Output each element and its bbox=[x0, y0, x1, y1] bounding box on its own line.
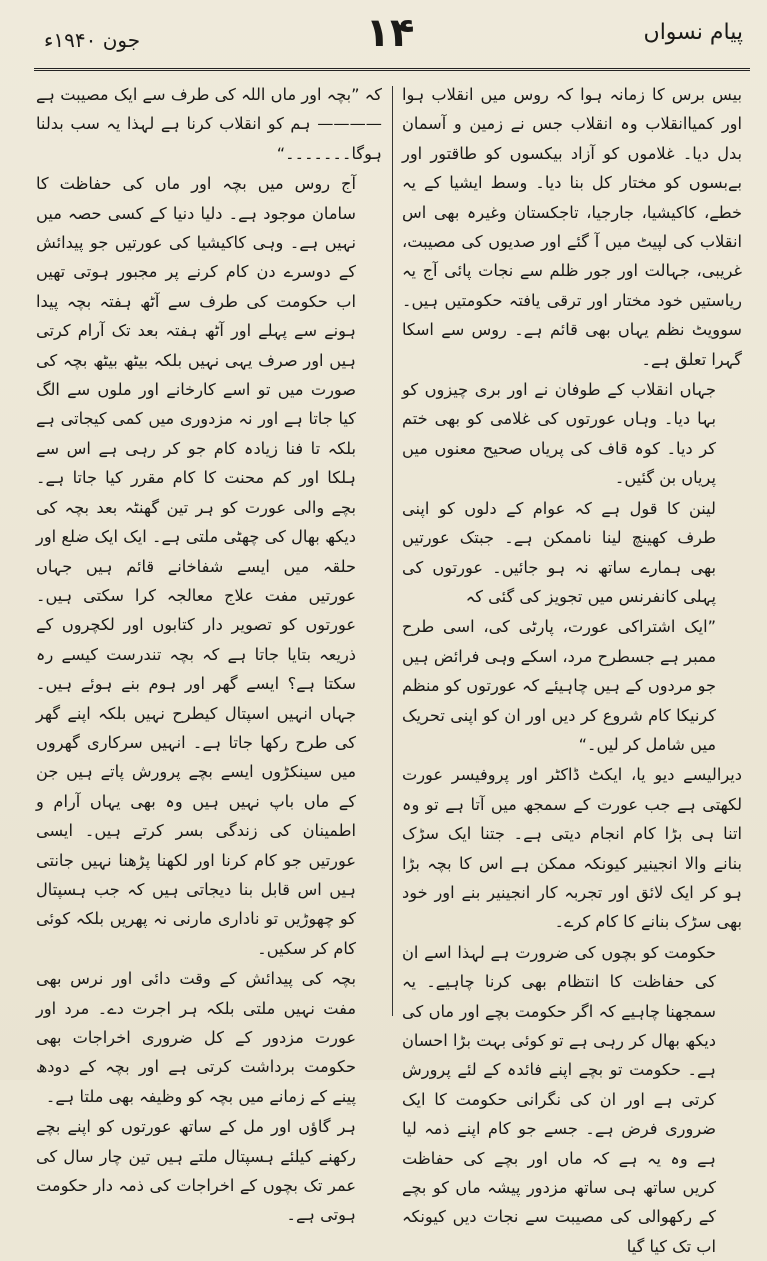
paragraph: ہر گاؤں اور مل کے ساتھ عورتوں کو اپنے بچے رکھنے کیلئے ہسپتال ملتے ہیں تین چار سال کی عمر تک بچوں کے اخراجات کی ذمہ دار حکومت ہوتی ہے۔ bbox=[36, 1117, 356, 1225]
column-divider bbox=[392, 86, 393, 1016]
paragraph: بچہ کی پیدائش کے وقت دائی اور نرس بھی مفت نہیں ملتی بلکہ ہر اجرت دے۔ مرد اور عورت مزدور کے کل ضروری اخراجات بھی حکومت برداشت کرتی ہے اور بچہ کے دودھ پینے کے زمانے میں بچہ کو وظیفہ بھی ملتا ہے۔ bbox=[36, 969, 356, 1106]
header-rule bbox=[34, 68, 750, 71]
issue-date: جون ۱۹۴۰ء bbox=[44, 28, 141, 52]
left-column bbox=[36, 80, 382, 1225]
page-number: ۱۴ bbox=[365, 10, 415, 56]
paragraph: حکومت کو بچوں کی ضرورت ہے لہذا اسے ان کی حفاظت کا انتظام بھی کرنا چاہیے۔ یہ سمجھنا چاہیے کہ اگر حکومت بچے اور ماں کی دیکھ بھال کر رہی ہے تو کوئی بہت بڑا احسان ہے۔ حکومت تو بچے اپنے فائدہ کے لئے پرورش کرتی ہے اور ان کی نگرانی حکومت کا ایک ضروری فرض ہے۔ جسے جو کام اپنے ذمہ لیا ہے وہ یہ ہے کہ ماں اور بچے کی حفاظت کریں ساتھ ہی ساتھ مزدور پیشہ ماں کو بچے کے رکھوالی کی مصیبت سے نجات دیں کیونکہ اب تک کیا گیا bbox=[402, 942, 716, 1256]
right-column bbox=[402, 80, 742, 1256]
paragraph: بیس برس کا زمانہ ہوا کہ روس میں انقلاب ہوا اور کمیاانقلاب وہ انقلاب جس نے زمین و آسمان بدل دیا۔ غلاموں کو آزاد بیکسوں کو طاقتور اور بےبسوں کو مختار کل بنا دیا۔ وسط ایشیا کے یہ خطے، کاکیشیا، جارجیا، تاجکستان وغیرہ بھی اس انقلاب کی لپیٹ میں آ گئے اور صدیوں کی مصیبت، غریبی، جہالت اور جور ظلم سے نجات پائی آج یہ ریاستیں خود مختار اور ترقی یافتہ حکومتیں ہیں۔ سوویٹ نظم یہاں بھی قائم ہے۔ روس سے اسکا گہرا تعلق ہے۔ bbox=[402, 85, 742, 369]
paragraph: کہ ”بچہ اور ماں اللہ کی طرف سے ایک مصیبت ہے ———— ہم کو انقلاب کرنا ہے لہذا یہ سب بدلنا ہوگا۔۔۔۔۔۔۔“ bbox=[36, 85, 382, 163]
page-header bbox=[0, 10, 767, 66]
paragraph: لینن کا قول ہے کہ عوام کے دلوں کو اپنی طرف کھینچ لینا ناممکن ہے۔ جبتک عورتیں بھی ہمارے ساتھ نہ ہو جائیں۔ عورتوں کی پہلی کانفرنس میں تجویز کی گئی کہ bbox=[402, 498, 716, 606]
journal-title: پیام نسواں bbox=[643, 20, 743, 45]
paragraph: جہاں انقلاب کے طوفان نے اور بری چیزوں کو بہا دیا۔ وہاں عورتوں کی غلامی کو بھی ختم کر دیا۔ کوہ قاف کی پریاں صحیح معنوں میں پریاں بن گئیں۔ bbox=[402, 380, 716, 488]
paragraph: آج روس میں بچہ اور ماں کی حفاظت کا سامان موجود ہے۔ دلیا دنیا کے کسی حصہ میں نہیں ہے۔ وہی کاکیشیا کی عورتیں جو پیدائش کے دوسرے دن کام کرنے پر مجبور ہوتی تھیں اب حکومت کی طرف سے آٹھ ہفتہ بچہ پیدا ہونے سے پہلے اور آٹھ ہفتہ بعد تک آرام کرتی ہیں اور صرف یہی نہیں بلکہ بیٹھ بیٹھ بچہ کی صورت میں تو اسے کارخانے اور ملوں سے الگ کیا جاتا ہے اور نہ مزدوری میں کمی کیجاتی ہے بلکہ تا فنا زیادہ کام جو کر رہی ہے اس سے ہلکا اور کم محنت کا کام مقرر کیا جاتا ہے۔ بچے والی عورت کو ہر تین گھنٹہ بعد بچہ کی دیکھ بھال کی چھٹی ملتی ہے۔ ایک ایک ضلع اور حلقہ میں ایسے شفاخانے قائم ہیں جہاں عورتیں مفت علاج معالجہ کرا سکتی ہیں۔ عورتوں کو تصویر دار کتابوں اور لکچروں کے ذریعہ بتایا جاتا ہے کہ بچہ تندرست کیسے رہ سکتا ہے؟ ایسے گھر اور ہوم بنے ہوئے ہیں۔ جہاں انہیں اسپتال کیطرح نہیں بلکہ اپنے گھر کی طرح رکھا جاتا ہے۔ انہیں سرکاری گھروں میں سینکڑوں ایسے بچے پرورش پاتے ہیں جن کے ماں باپ نہیں ہیں وہ بھی یہاں آرام و اطمینان کی زندگی بسر کرتے ہیں۔ ایسی عورتیں جو کام کرنا اور لکھنا پڑھنا نہیں جانتی ہیں اس قابل بنا دیجاتی ہیں کہ جب ہسپتال کو چھوڑیں تو ناداری مارنی نہ پھریں بلکہ کوئی کام کر سکیں۔ bbox=[36, 174, 356, 958]
paragraph: دیرالیسے دیو یا، ایکٹ ڈاکٹر اور پروفیسر عورت لکھتی ہے جب عورت کے سمجھ میں آتا ہے تو وہ اتنا ہی بڑا کام انجام دیتی ہے۔ جتنا ایک سڑک بنانے والا انجینیر کیونکہ ممکن ہے اس کا بچہ بڑا ہو کر ایک لائق اور تجربہ کار انجینیر بنے اور خود بھی سڑک بنانے کا کام کرے۔ bbox=[402, 765, 742, 932]
quote-paragraph: ”ایک اشتراکی عورت، پارٹی کی، اسی طرح ممبر ہے جسطرح مرد، اسکے وہی فرائض ہیں جو مردوں کے ہیں چاہیئے کہ عورتوں کو منظم کرنیکا کام شروع کر دیں اور ان کو اپنی تحریک میں شامل کر لیں۔“ bbox=[402, 617, 716, 754]
